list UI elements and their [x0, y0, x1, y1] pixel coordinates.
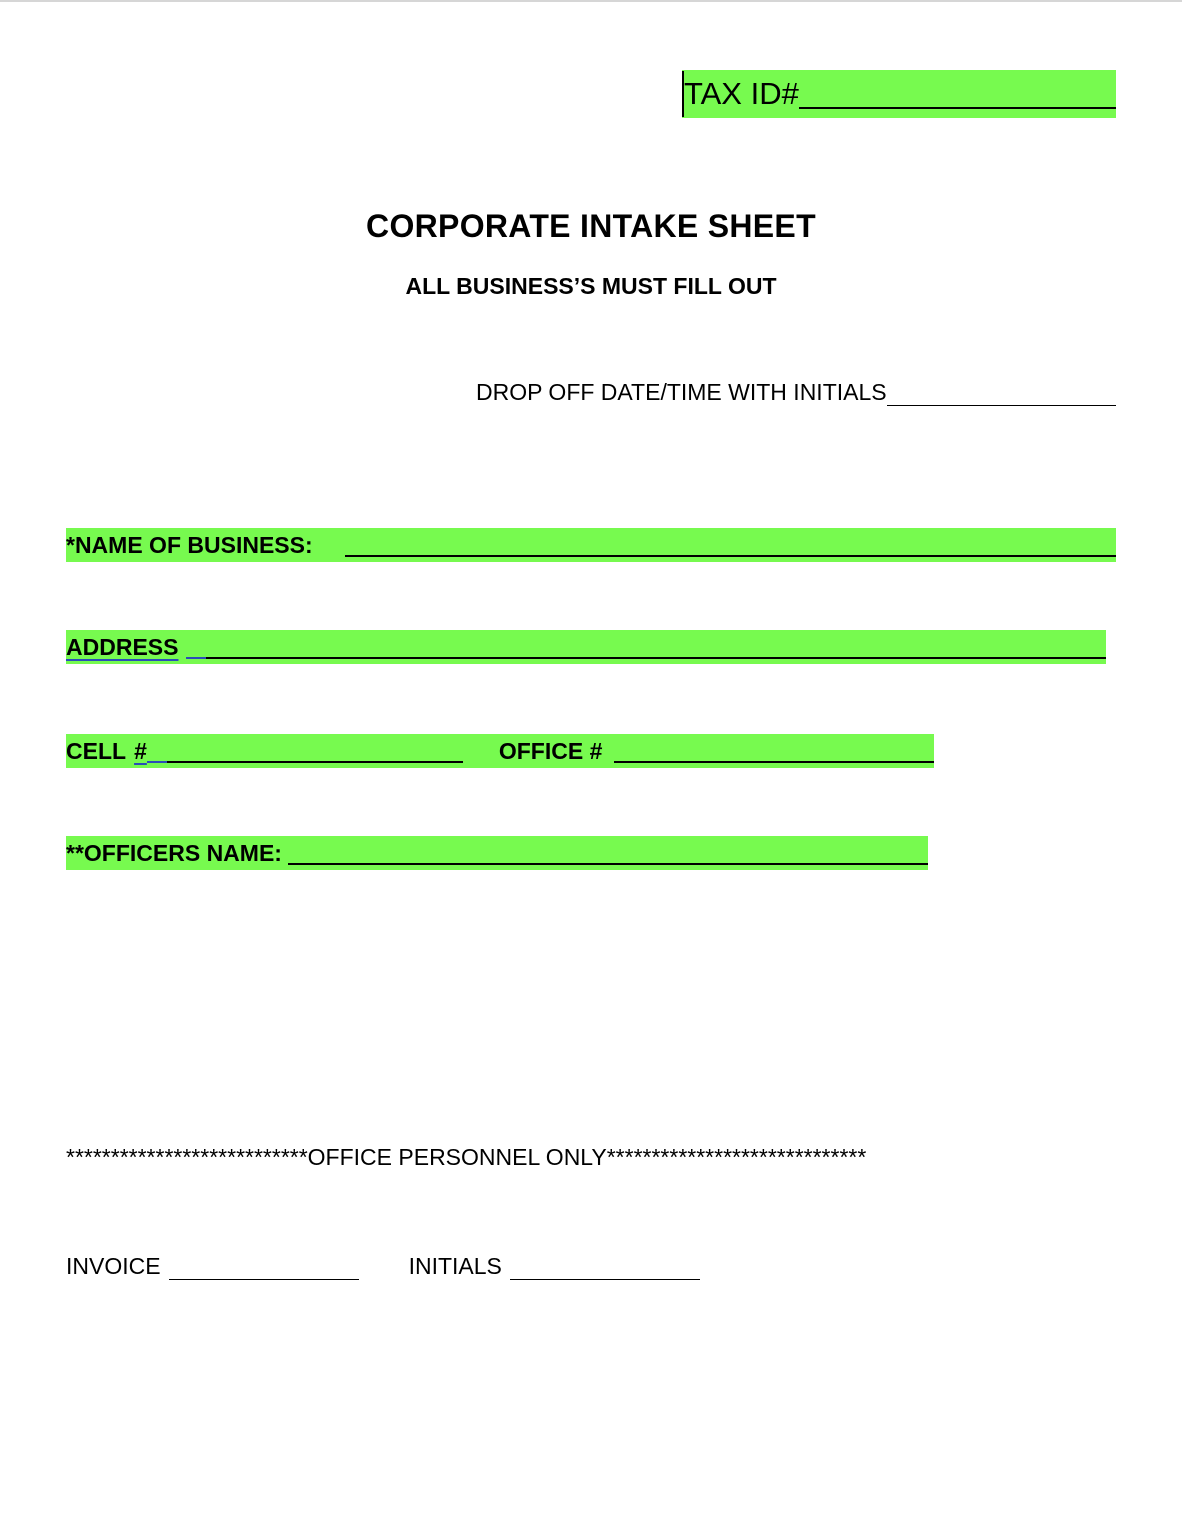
invoice-label: INVOICE: [66, 1253, 161, 1279]
address-link-underscore: [186, 635, 206, 659]
tax-id-blank-line[interactable]: [799, 77, 1116, 109]
officers-name-field[interactable]: [66, 836, 928, 870]
document-subtitle: ALL BUSINESS’S MUST FILL OUT: [405, 273, 777, 299]
initials-label: INITIALS: [408, 1253, 502, 1279]
cell-link-underscore: [147, 739, 167, 763]
name-of-business-field[interactable]: [66, 528, 1116, 562]
office-number-blank-line[interactable]: [614, 739, 934, 763]
tax-id-field[interactable]: [682, 70, 1116, 118]
drop-off-field[interactable]: [476, 374, 1116, 406]
address-blank-line[interactable]: [206, 635, 1106, 659]
drop-off-label: DROP OFF DATE/TIME WITH INITIALS: [476, 379, 887, 405]
name-of-business-label: *NAME OF BUSINESS:: [66, 531, 313, 558]
cell-number-blank-line[interactable]: [167, 739, 463, 763]
cell-hash-link: #: [134, 737, 147, 764]
address-field[interactable]: [66, 630, 1106, 664]
tax-id-label: TAX ID#: [684, 76, 799, 111]
officers-name-blank-line[interactable]: [288, 841, 928, 865]
page-top-border: [0, 0, 1182, 2]
initials-blank-line[interactable]: [510, 1255, 700, 1280]
invoice-blank-line[interactable]: [169, 1255, 359, 1280]
office-number-label: OFFICE #: [498, 737, 603, 764]
document-title: CORPORATE INTAKE SHEET: [366, 208, 816, 244]
officers-name-label: **OFFICERS NAME:: [66, 839, 282, 866]
cell-label: CELL: [66, 737, 127, 764]
address-label: ADDRESS: [66, 633, 179, 660]
office-personnel-only-divider: ***************************OFFICE PERSONNEL ONLY*****************************: [66, 1144, 867, 1170]
drop-off-blank-line[interactable]: [887, 377, 1116, 406]
name-of-business-blank-line[interactable]: [345, 533, 1116, 557]
office-use-row: [66, 1248, 700, 1280]
phone-fields-row: [66, 734, 934, 768]
